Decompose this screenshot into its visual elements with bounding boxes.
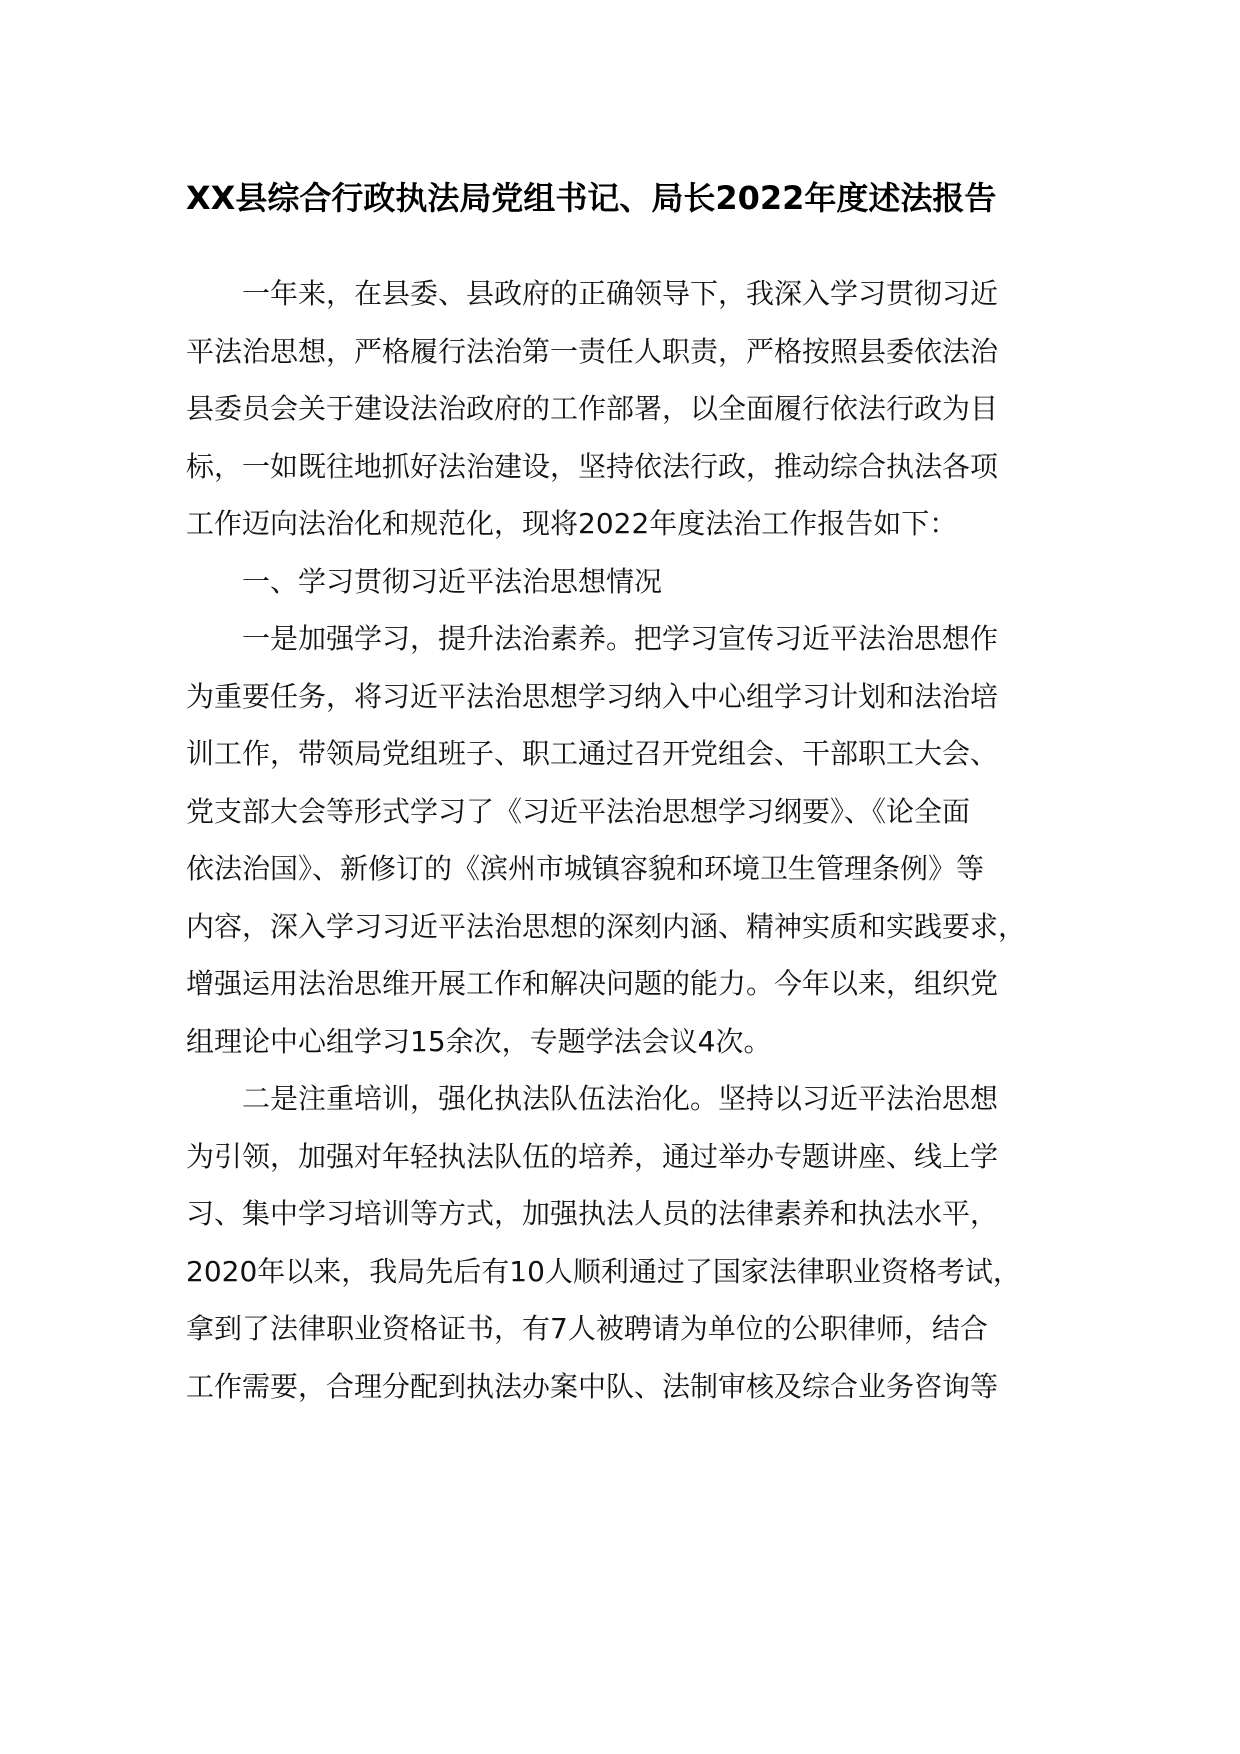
paragraph-line: 标，一如既往地抓好法治建设，坚持依法行政，推动综合执法各项 — [186, 450, 999, 483]
paragraph-line: 一年来，在县委、县政府的正确领导下，我深入学习贯彻习近 — [242, 277, 999, 310]
paragraph-line: 依法治国》、新修订的《滨州市城镇容貌和环境卫生管理条例》等 — [186, 852, 985, 885]
paragraph-line: 为重要任务，将习近平法治思想学习纳入中心组学习计划和法治培 — [186, 680, 999, 713]
paragraph-line: 2020年以来，我局先后有10人顺利通过了国家法律职业资格考试， — [186, 1255, 1021, 1288]
document-title: XX县综合行政执法局党组书记、局长2022年度述法报告 — [186, 179, 997, 217]
paragraph-line: 为引领，加强对年轻执法队伍的培养，通过举办专题讲座、线上学 — [186, 1140, 999, 1173]
paragraph-line: 内容，深入学习习近平法治思想的深刻内涵、精神实质和实践要求， — [186, 910, 1027, 943]
section-heading: 一、学习贯彻习近平法治思想情况 — [242, 565, 663, 598]
paragraph-line: 平法治思想，严格履行法治第一责任人职责，严格按照县委依法治 — [186, 335, 999, 368]
paragraph-line: 党支部大会等形式学习了《习近平法治思想学习纲要》、《论全面 — [186, 795, 971, 828]
paragraph-line: 工作迈向法治化和规范化，现将2022年度法治工作报告如下： — [186, 507, 958, 540]
paragraph-line: 县委员会关于建设法治政府的工作部署，以全面履行依法行政为目 — [186, 392, 999, 425]
paragraph-line: 一是加强学习，提升法治素养。把学习宣传习近平法治思想作 — [242, 622, 999, 655]
paragraph-line: 训工作，带领局党组班子、职工通过召开党组会、干部职工大会、 — [186, 737, 999, 770]
paragraph-line: 拿到了法律职业资格证书，有7人被聘请为单位的公职律师，结合 — [186, 1312, 988, 1345]
paragraph-line: 工作需要，合理分配到执法办案中队、法制审核及综合业务咨询等 — [186, 1370, 999, 1403]
paragraph-line: 增强运用法治思维开展工作和解决问题的能力。今年以来，组织党 — [186, 967, 999, 1000]
paragraph-line: 组理论中心组学习15余次，专题学法会议4次。 — [186, 1025, 772, 1058]
paragraph-line: 习、集中学习培训等方式，加强执法人员的法律素养和执法水平， — [186, 1197, 999, 1230]
paragraph-line: 二是注重培训，强化执法队伍法治化。坚持以习近平法治思想 — [242, 1082, 999, 1115]
